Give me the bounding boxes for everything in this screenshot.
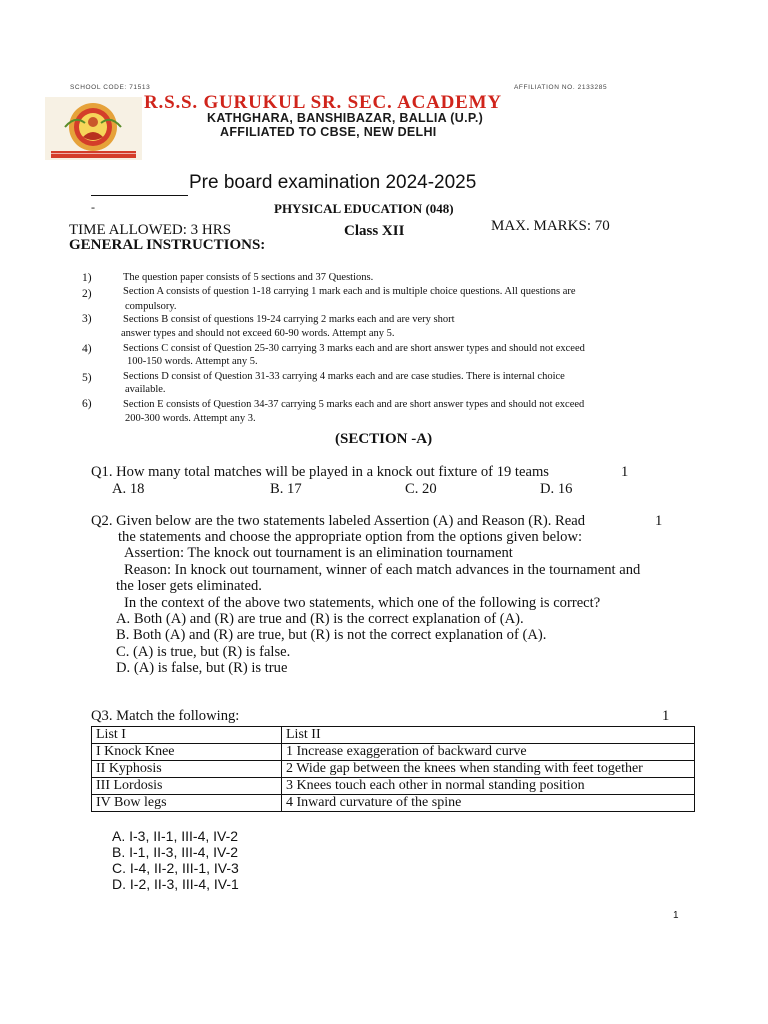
instruction-text: Section E consists of Question 34-37 carrying 5 marks each and are short answer types and should not exceed bbox=[123, 399, 585, 410]
q1-option-c: C. 20 bbox=[405, 481, 437, 497]
instruction-number: 3) bbox=[82, 313, 92, 325]
table-cell: II Kyphosis bbox=[92, 761, 282, 778]
match-table bbox=[91, 726, 695, 812]
q2-context: In the context of the above two statements, which one of the following is correct? bbox=[124, 595, 601, 611]
q3-option-a: A. I-3, II-1, III-4, IV-2 bbox=[112, 828, 239, 844]
page-number: 1 bbox=[673, 910, 679, 921]
q2-option-d: D. (A) is false, but (R) is true bbox=[116, 660, 288, 676]
q1-option-b: B. 17 bbox=[270, 481, 302, 497]
q2-text: Q2. Given below are the two statements labeled Assertion (A) and Reason (R). Read bbox=[91, 513, 586, 529]
instruction-text: The question paper consists of 5 sections and 37 Questions. bbox=[123, 272, 374, 283]
table-header-cell: List II bbox=[282, 727, 695, 744]
instruction-text: available. bbox=[125, 384, 166, 395]
school-address: KATHGHARA, BANSHIBAZAR, BALLIA (U.P.) bbox=[207, 111, 484, 125]
instruction-number: 1) bbox=[82, 272, 92, 284]
school-affiliation: AFFILIATED TO CBSE, NEW DELHI bbox=[220, 125, 437, 139]
instruction-text: answer types and should not exceed 60-90 words. Attempt any 5. bbox=[121, 328, 395, 339]
q2-option-c: C. (A) is true, but (R) is false. bbox=[116, 644, 291, 660]
q3-text: Q3. Match the following: bbox=[91, 708, 240, 724]
subject-title: PHYSICAL EDUCATION (048) bbox=[274, 201, 454, 216]
instruction-number: 4) bbox=[82, 343, 92, 355]
section-a-heading: (SECTION -A) bbox=[335, 431, 433, 447]
q2-option-a: A. Both (A) and (R) are true and (R) is the correct explanation of (A). bbox=[116, 611, 524, 627]
table-cell: 4 Inward curvature of the spine bbox=[282, 795, 695, 812]
q2-marks: 1 bbox=[655, 513, 663, 529]
table-cell: III Lordosis bbox=[92, 778, 282, 795]
title-underline bbox=[91, 195, 188, 196]
instruction-text: compulsory. bbox=[125, 301, 177, 312]
instruction-number: 2) bbox=[82, 288, 92, 300]
table-row bbox=[92, 778, 695, 795]
q2-option-b: B. Both (A) and (R) are true, but (R) is not the correct explanation of (A). bbox=[116, 627, 547, 643]
instruction-number: 6) bbox=[82, 398, 92, 410]
q3-option-b: B. I-1, II-3, III-4, IV-2 bbox=[112, 844, 239, 860]
q2-reason: Reason: In knock out tournament, winner of each match advances in the tournament and bbox=[124, 562, 641, 578]
table-cell: 2 Wide gap between the knees when standing with feet together bbox=[282, 761, 695, 778]
q3-marks: 1 bbox=[662, 708, 670, 724]
time-allowed: TIME ALLOWED: 3 HRS bbox=[69, 222, 232, 238]
dash-mark: - bbox=[91, 200, 95, 214]
q2-assertion: Assertion: The knock out tournament is an elimination tournament bbox=[124, 545, 513, 561]
q1-option-a: A. 18 bbox=[112, 481, 145, 497]
instruction-text: Sections B consist of questions 19-24 carrying 2 marks each and are very short bbox=[123, 314, 455, 325]
table-header-row bbox=[92, 727, 695, 744]
instruction-text: 100-150 words. Attempt any 5. bbox=[127, 356, 258, 367]
q3-option-c: C. I-4, II-2, III-1, IV-3 bbox=[112, 860, 239, 876]
table-header-cell: List I bbox=[92, 727, 282, 744]
q3-option-d: D. I-2, II-3, III-4, IV-1 bbox=[112, 876, 239, 892]
table-cell: I Knock Knee bbox=[92, 744, 282, 761]
school-code: SCHOOL CODE: 71513 bbox=[70, 84, 151, 91]
q2-reason-cont: the loser gets eliminated. bbox=[116, 578, 262, 594]
max-marks: MAX. MARKS: 70 bbox=[491, 218, 610, 234]
q1-option-d: D. 16 bbox=[540, 481, 573, 497]
instruction-text: Section A consists of question 1-18 carrying 1 mark each and is multiple choice questions. All questions are bbox=[123, 286, 576, 297]
instruction-text: 200-300 words. Attempt any 3. bbox=[125, 413, 256, 424]
school-logo bbox=[45, 97, 142, 160]
table-cell: IV Bow legs bbox=[92, 795, 282, 812]
affiliation-number: AFFILIATION NO. 2133285 bbox=[514, 84, 608, 91]
q1-marks: 1 bbox=[621, 464, 629, 480]
table-row bbox=[92, 761, 695, 778]
q1-text: Q1. How many total matches will be played in a knock out fixture of 19 teams bbox=[91, 464, 549, 480]
table-row bbox=[92, 744, 695, 761]
q2-line2: the statements and choose the appropriate option from the options given below: bbox=[118, 529, 583, 545]
school-name: R.S.S. GURUKUL SR. SEC. ACADEMY bbox=[144, 92, 502, 113]
class-label: Class XII bbox=[344, 223, 405, 239]
instruction-number: 5) bbox=[82, 372, 92, 384]
exam-title: Pre board examination 2024-2025 bbox=[189, 172, 477, 193]
table-cell: 1 Increase exaggeration of backward curve bbox=[282, 744, 695, 761]
table-cell: 3 Knees touch each other in normal standing position bbox=[282, 778, 695, 795]
table-row bbox=[92, 795, 695, 812]
instruction-text: Sections D consist of Question 31-33 carrying 4 marks each and are case studies. There is internal choice bbox=[123, 371, 565, 382]
instruction-text: Sections C consist of Question 25-30 carrying 3 marks each and are short answer types and should not exceed bbox=[123, 343, 585, 354]
instructions-heading: GENERAL INSTRUCTIONS: bbox=[69, 237, 266, 253]
